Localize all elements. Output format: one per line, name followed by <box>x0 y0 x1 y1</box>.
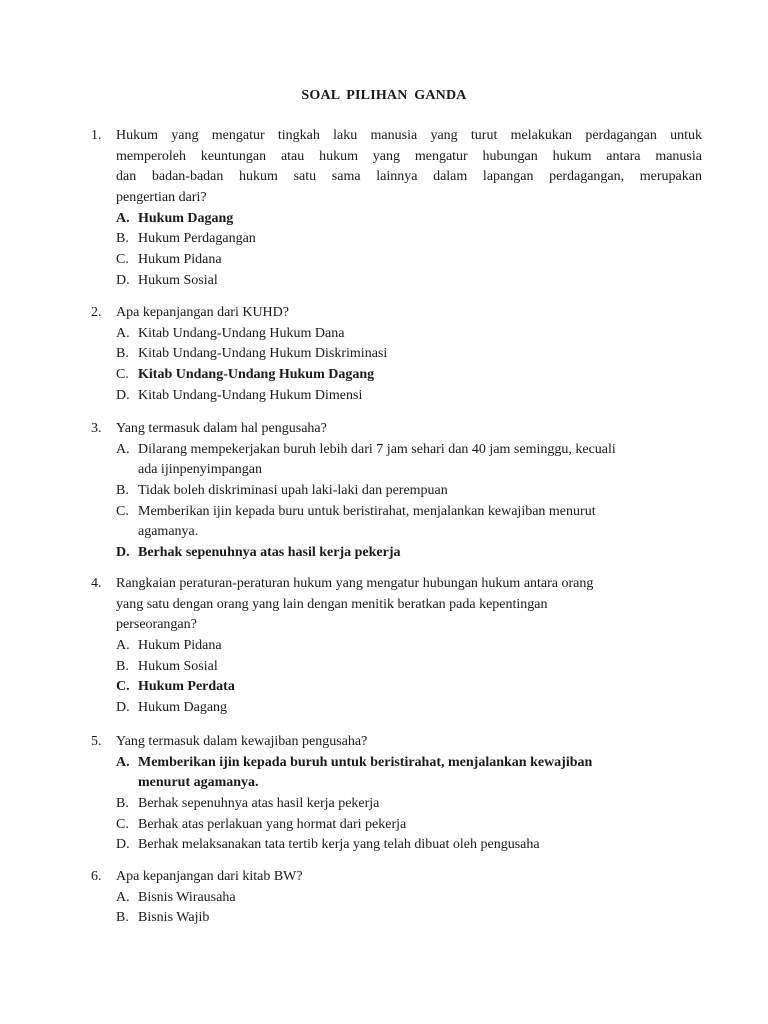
option-text: Hukum Dagang <box>138 210 234 226</box>
question-text-line: dan badan-badan hukum satu sama lainnya dalam lapangan perdagangan, merupakan <box>116 169 702 185</box>
question-2 <box>91 303 703 406</box>
option-letter: D. <box>116 387 130 403</box>
option-letter: C. <box>116 816 129 832</box>
option-letter: B. <box>116 483 129 499</box>
question-text-line: Yang termasuk dalam hal pengusaha? <box>116 421 327 436</box>
option-text: Hukum Sosial <box>138 272 218 288</box>
option <box>91 324 703 345</box>
question-number: 4. <box>91 576 102 591</box>
question-text-line: Rangkaian peraturan-peraturan hukum yang mengatur hubungan hukum antara orang <box>116 576 594 591</box>
option-text: Berhak sepenuhnya atas hasil kerja pekerja <box>138 545 401 561</box>
option <box>91 271 703 292</box>
option-text-continued: ada ijinpenyimpangan <box>138 462 263 478</box>
option <box>91 502 703 523</box>
option <box>91 250 703 271</box>
question-text-line: Apa kepanjangan dari kitab BW? <box>116 869 303 884</box>
option-letter: A. <box>116 638 130 654</box>
option-letter: B. <box>116 910 129 926</box>
question-number: 3. <box>91 421 102 436</box>
option-letter: A. <box>116 889 130 905</box>
option <box>91 229 703 250</box>
question-number: 6. <box>91 869 102 884</box>
option-text: Hukum Perdata <box>138 679 235 695</box>
question-6 <box>91 867 703 929</box>
option-text: Bisnis Wirausaha <box>138 889 236 905</box>
question-text-line: memperoleh keuntungan atau hukum yang mengatur hubungan hukum antara manusia <box>116 148 702 164</box>
option-text: Bisnis Wajib <box>138 910 210 926</box>
option-text: Kitab Undang-Undang Hukum Dagang <box>138 367 375 383</box>
option <box>91 440 703 461</box>
option <box>91 835 703 856</box>
option-text: Memberikan ijin kepada buruh untuk beristirahat, menjalankan kewajiban <box>138 754 593 770</box>
option-letter: D. <box>116 272 130 288</box>
option-correct <box>91 365 703 386</box>
option-text: Memberikan ijin kepada buru untuk beristirahat, menjalankan kewajiban menurut <box>138 503 596 519</box>
question-5 <box>91 732 703 856</box>
question-text-line: perseorangan? <box>116 617 197 633</box>
option-text: Hukum Dagang <box>138 700 228 716</box>
option-correct <box>91 543 703 564</box>
option-text: Berhak sepenuhnya atas hasil kerja pekerja <box>138 796 380 812</box>
option-letter: A. <box>116 210 130 226</box>
option-letter: A. <box>116 441 130 457</box>
option <box>91 481 703 502</box>
option-text: Tidak boleh diskriminasi upah laki-laki dan perempuan <box>138 483 448 499</box>
option <box>91 698 703 719</box>
option-correct <box>91 677 703 698</box>
option-text: Hukum Sosial <box>138 658 218 674</box>
option-letter: C. <box>116 252 129 268</box>
question-number: 1. <box>91 128 102 143</box>
option-letter: B. <box>116 658 129 674</box>
option-letter: C. <box>116 503 129 519</box>
option <box>91 386 703 407</box>
option-text: Kitab Undang-Undang Hukum Diskriminasi <box>138 346 388 362</box>
option-text: Hukum Pidana <box>138 252 222 268</box>
option-text: Berhak atas perlakuan yang hormat dari pekerja <box>138 816 407 832</box>
document-title: SOAL PILIHAN GANDA <box>301 88 467 103</box>
option-letter: D. <box>116 545 130 561</box>
question-text-line: yang satu dengan orang yang lain dengan menitik beratkan pada kepentingan <box>116 596 548 612</box>
option-correct <box>91 209 703 230</box>
option-text: Hukum Pidana <box>138 638 222 654</box>
question-text-line: Hukum yang mengatur tingkah laku manusia yang turut melakukan perdagangan untuk <box>116 128 702 143</box>
option-text: Hukum Perdagangan <box>138 231 256 247</box>
option-text: Kitab Undang-Undang Hukum Dimensi <box>138 387 363 403</box>
option <box>91 908 703 929</box>
question-text-line: pengertian dari? <box>116 190 207 206</box>
option-letter: B. <box>116 231 129 247</box>
option-letter: D. <box>116 700 130 716</box>
option <box>91 344 703 365</box>
option <box>91 636 703 657</box>
option-text-continued: menurut agamanya. <box>138 775 259 791</box>
question-number: 5. <box>91 734 102 749</box>
option <box>91 657 703 678</box>
option-letter: B. <box>116 796 129 812</box>
question-number: 2. <box>91 305 102 320</box>
question-text-line: Yang termasuk dalam kewajiban pengusaha? <box>116 734 368 749</box>
option <box>91 794 703 815</box>
question-1 <box>91 126 703 292</box>
option-text: Berhak melaksanakan tata tertib kerja yang telah dibuat oleh pengusaha <box>138 837 540 853</box>
option-text: Dilarang mempekerjakan buruh lebih dari 7 jam sehari dan 40 jam seminggu, kecuali <box>138 441 616 457</box>
question-4 <box>91 574 703 719</box>
option-letter: C. <box>116 367 129 383</box>
option-letter: A. <box>116 754 130 770</box>
option-correct <box>91 753 703 774</box>
option <box>91 888 703 909</box>
option-text-continued: agamanya. <box>138 524 199 540</box>
question-text-line: Apa kepanjangan dari KUHD? <box>116 305 289 320</box>
option-text: Kitab Undang-Undang Hukum Dana <box>138 325 345 341</box>
option-letter: C. <box>116 679 130 695</box>
option-letter: A. <box>116 325 130 341</box>
option <box>91 815 703 836</box>
question-3 <box>91 419 703 564</box>
option-letter: D. <box>116 837 130 853</box>
option-letter: B. <box>116 346 129 362</box>
